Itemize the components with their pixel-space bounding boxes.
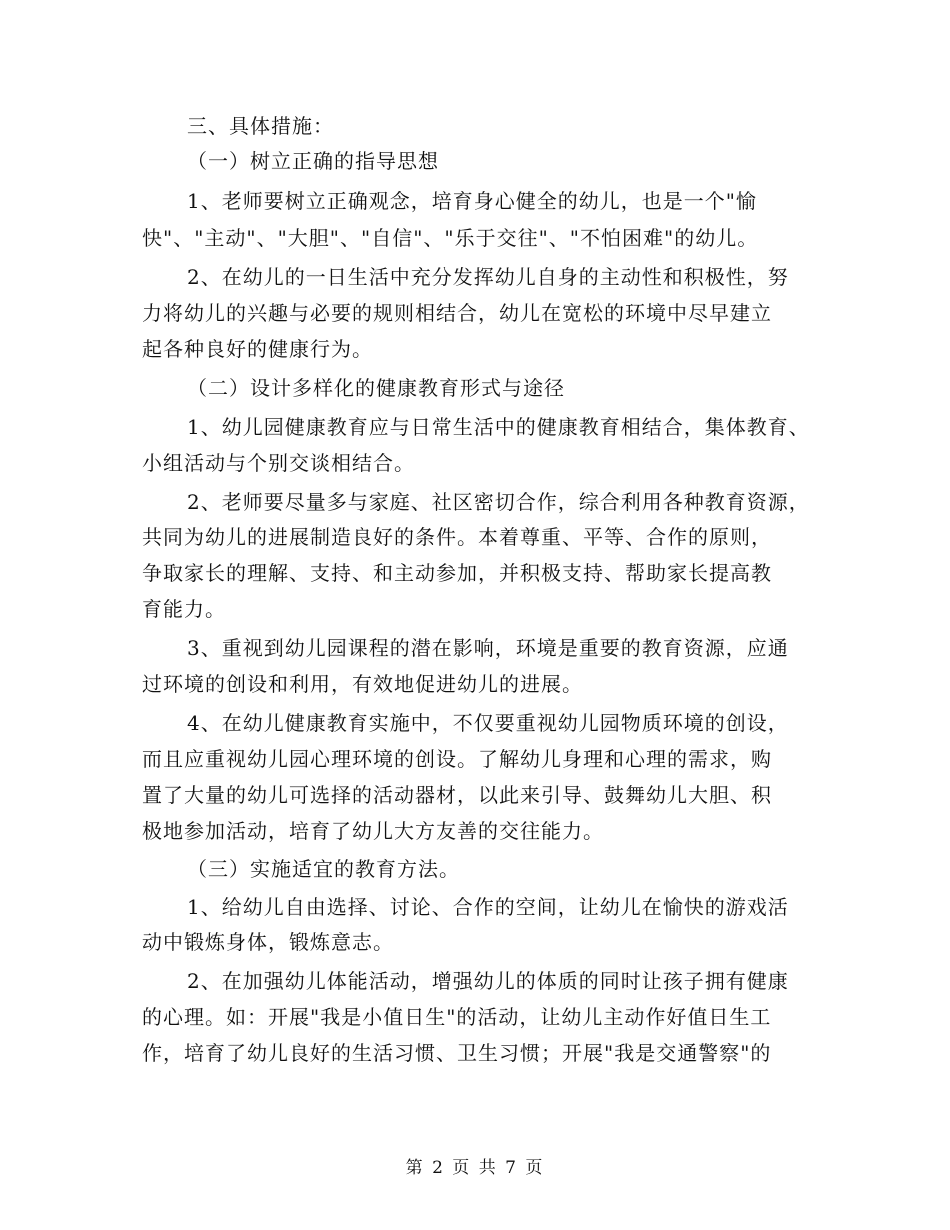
paragraph-line: 3、重视到幼儿园课程的潜在影响，环境是重要的教育资源，应通	[187, 636, 789, 660]
paragraph-line: 力将幼儿的兴趣与必要的规则相结合，幼儿在宽松的环境中尽早建立	[142, 301, 772, 325]
paragraph-line: 过环境的创设和利用，有效地促进幼儿的进展。	[142, 672, 583, 696]
paragraph-line: 的心理。如：开展"我是小值日生"的活动，让幼儿主动作好值日生工	[142, 1005, 772, 1029]
paragraph-line: 2、在幼儿的一日生活中充分发挥幼儿自身的主动性和积极性，努	[187, 265, 789, 289]
paragraph-line: 作，培育了幼儿良好的生活习惯、卫生习惯；开展"我是交通警察"的	[142, 1041, 772, 1065]
paragraph-line: 起各种良好的健康行为。	[142, 337, 373, 361]
paragraph-line: 置了大量的幼儿可选择的活动器材，以此来引导、鼓舞幼儿大胆、积	[142, 783, 772, 807]
paragraph-line: 极地参加活动，培育了幼儿大方友善的交往能力。	[142, 819, 604, 843]
paragraph-line: 1、老师要树立正确观念，培育身心健全的幼儿，也是一个"愉	[187, 189, 757, 213]
subsection-heading: （一）树立正确的指导思想	[187, 149, 439, 173]
paragraph-line: 而且应重视幼儿园心理环境的创设。了解幼儿身理和心理的需求，购	[142, 747, 772, 771]
section-heading: 三、具体措施：	[187, 114, 334, 138]
subsection-heading: （二）设计多样化的健康教育形式与途径	[187, 376, 565, 400]
paragraph-line: 育能力。	[142, 597, 226, 621]
paragraph-line: 4、在幼儿健康教育实施中，不仅要重视幼儿园物质环境的创设，	[187, 711, 789, 735]
paragraph-line: 2、老师要尽量多与家庭、社区密切合作，综合利用各种教育资源，	[187, 490, 810, 514]
paragraph-line: 1、幼儿园健康教育应与日常生活中的健康教育相结合，集体教育、	[187, 415, 810, 439]
paragraph-line: 小组活动与个别交谈相结合。	[142, 451, 415, 475]
subsection-heading: （三）实施适宜的教育方法。	[187, 857, 460, 881]
paragraph-line: 争取家长的理解、支持、和主动参加，并积极支持、帮助家长提高教	[142, 561, 772, 585]
page-number-footer: 第 2 页 共 7 页	[405, 1158, 545, 1178]
paragraph-line: 快"、"主动"、"大胆"、"自信"、"乐于交往"、"不怕困难"的幼儿。	[142, 226, 759, 250]
paragraph-line: 1、给幼儿自由选择、讨论、合作的空间，让幼儿在愉快的游戏活	[187, 895, 789, 919]
paragraph-line: 动中锻炼身体，锻炼意志。	[142, 930, 394, 954]
paragraph-line: 共同为幼儿的进展制造良好的条件。本着尊重、平等、合作的原则，	[142, 525, 772, 549]
paragraph-line: 2、在加强幼儿体能活动，增强幼儿的体质的同时让孩子拥有健康	[187, 969, 789, 993]
